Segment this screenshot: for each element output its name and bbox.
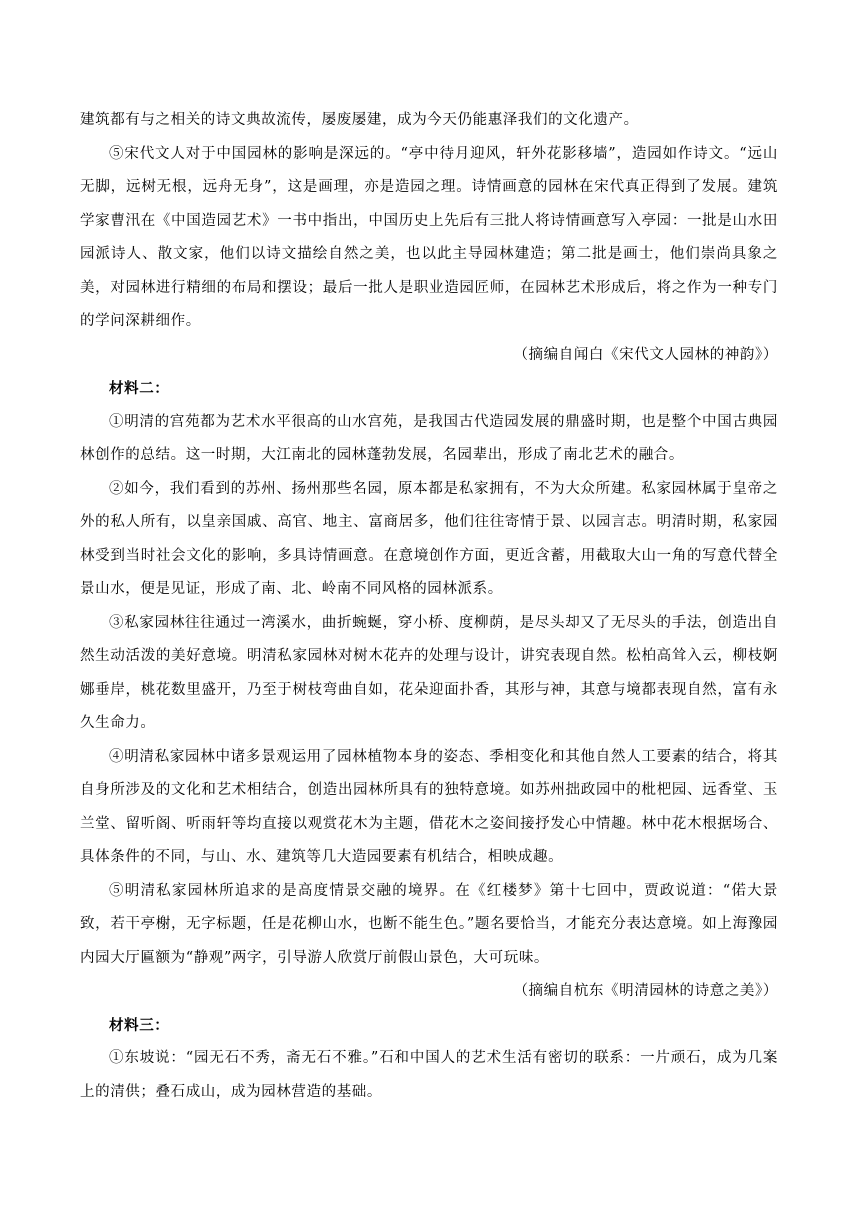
material1-paragraph-5: ⑤宋代文人对于中国园林的影响是深远的。“亭中待月迎风，轩外花影移墙”，造园如作诗文。“远山无脚，远树无根，远舟无身”，这是画理，亦是造园之理。诗情画意的园林在宋代真正得到了发展。建筑学家曹汛在《中国造园艺术》一书中指出，中国历史上先后有三批人将诗情画意写入亭园：一批是山水田园派诗人、散文家，他们以诗文描绘自然之美，也以此主导园林建造；第二批是画士，他们崇尚具象之美，对园林进行精细的布局和摆设；最后一批人是职业造园匠师，在园林艺术形成后，将之作为一种专门的学问深耕细作。 bbox=[80, 145, 778, 329]
material2-source: （摘编自杭东《明清园林的诗意之美》） bbox=[513, 983, 778, 999]
continuation-paragraph: 建筑都有与之相关的诗文典故流传，屡废屡建，成为今天仍能惠泽我们的文化遗产。 bbox=[80, 112, 639, 128]
material3-paragraph-1: ①东坡说：“园无石不秀，斋无石不雅。”石和中国人的艺术生活有密切的联系：一片顽石，成为几案上的清供；叠石成山，成为园林营造的基础。 bbox=[80, 1050, 778, 1100]
material1-source: （摘编自闻白《宋代文人园林的神韵》） bbox=[513, 346, 778, 363]
material2-paragraph-4: ④明清私家园林中诸多景观运用了园林植物本身的姿态、季相变化和其他自然人工要素的结合，将其自身所涉及的文化和艺术相结合，创造出园林所具有的独特意境。如苏州拙政园中的枇杷园、远香堂、玉兰堂、留听阁、听雨轩等均直接以观赏花木为主题，借花木之姿间接抒发心中情趣。林中花木根据场合、具体条件的不同，与山、水、建筑等几大造园要素有机结合，相映成趣。 bbox=[80, 748, 778, 865]
material2-paragraph-1: ①明清的宫苑都为艺术水平很高的山水宫苑，是我国古代造园发展的鼎盛时期，也是整个中国古典园林创作的总结。这一时期，大江南北的园林蓬勃发展，名园辈出，形成了南北艺术的融合。 bbox=[80, 413, 778, 463]
material2-heading: 材料二： bbox=[109, 380, 170, 397]
material3-heading: 材料三： bbox=[109, 1016, 170, 1034]
material2-paragraph-2: ②如今，我们看到的苏州、扬州那些名园，原本都是私家拥有，不为大众所建。私家园林属于皇帝之外的私人所有，以皇亲国戚、高官、地主、富商居多，他们往往寄情于景、以园言志。明清时期，私家园林受到当时社会文化的影响，多具诗情画意。在意境创作方面，更近含蓄，用截取大山一角的写意代替全景山水，便是见证，形成了南、北、岭南不同风格的园林派系。 bbox=[80, 480, 778, 597]
material2-paragraph-3: ③私家园林往往通过一湾溪水，曲折蜿蜒，穿小桥、度柳荫，是尽头却又了无尽头的手法，创造出自然生动活泼的美好意境。明清私家园林对树木花卉的处理与设计，讲究表现自然。松柏高耸入云，柳枝婀娜垂岸，桃花数里盛开，乃至于树枝弯曲自如，花朵迎面扑香，其形与神，其意与境都表现自然，富有永久生命力。 bbox=[80, 614, 778, 731]
material2-paragraph-5: ⑤明清私家园林所追求的是高度情景交融的境界。在《红楼梦》第十七回中，贾政说道：“偌大景致，若干亭榭，无字标题，任是花柳山水，也断不能生色。”题名要恰当，才能充分表达意境。如上海豫园内园大厅匾额为“静观”两字，引导游人欣赏厅前假山景色，大可玩味。 bbox=[80, 882, 778, 966]
document-page bbox=[80, 104, 778, 1109]
